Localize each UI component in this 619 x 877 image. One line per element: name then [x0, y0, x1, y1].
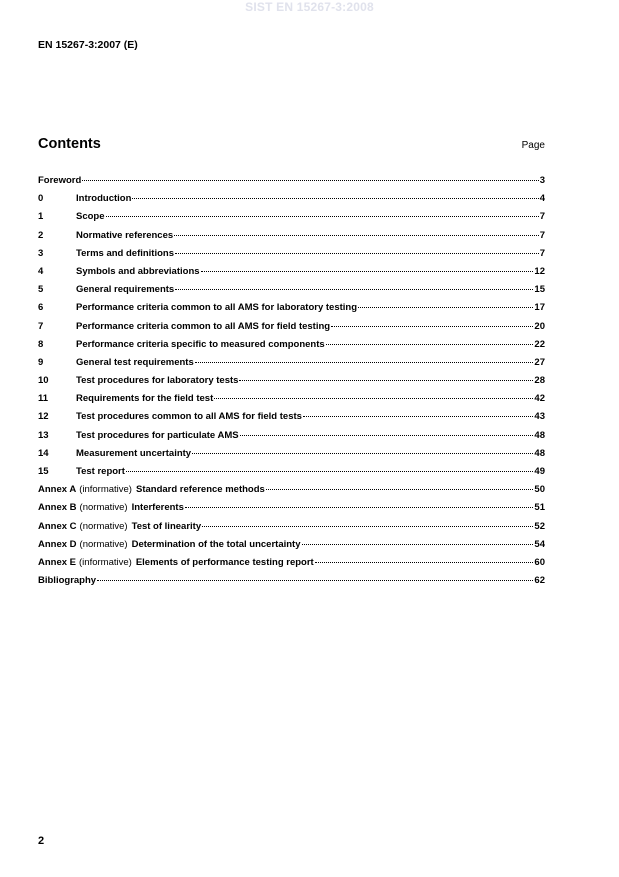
toc-entry-foreword[interactable]: [38, 175, 545, 193]
toc-entry[interactable]: [38, 466, 545, 484]
annex-label: Annex C: [38, 520, 77, 532]
annex-label: Annex E: [38, 556, 77, 568]
watermark: SIST EN 15267-3:2008: [245, 0, 374, 14]
toc-entry-title: Test procedures for particulate AMS: [76, 429, 239, 441]
page-number: 2: [38, 835, 45, 847]
contents-title: Contents: [38, 136, 101, 152]
toc-entry-title: Terms and definitions: [76, 247, 175, 259]
document-id: EN 15267-3:2007 (E): [38, 39, 138, 51]
toc-entry-page: 50: [534, 484, 545, 496]
annex-type: (normative): [79, 520, 128, 532]
leader-dots: [315, 562, 534, 563]
toc-entry-title: Scope: [76, 211, 105, 223]
toc-annex-entry[interactable]: [38, 521, 545, 539]
leader-dots: [214, 398, 533, 399]
leader-dots: [358, 307, 533, 308]
toc-entry[interactable]: [38, 248, 545, 266]
toc-annex-entry[interactable]: [38, 539, 545, 557]
annex-label: Annex B: [38, 502, 77, 514]
annex-title: Standard reference methods: [135, 484, 265, 496]
annex-label: Annex A: [38, 484, 77, 496]
toc-entry-number: 0: [38, 193, 44, 205]
toc-entry-page: 15: [534, 284, 545, 296]
toc-entry-page: 48: [534, 447, 545, 459]
toc-entry-page: 3: [539, 175, 545, 186]
toc-entry-number: 9: [38, 356, 44, 368]
table-of-contents: [38, 175, 545, 593]
toc-entry-number: 2: [38, 229, 44, 241]
toc-entry-title: Measurement uncertainty: [76, 447, 192, 459]
leader-dots: [202, 526, 533, 527]
toc-entry-number: 13: [38, 429, 49, 441]
annex-title: Interferents: [131, 502, 184, 514]
toc-annex-entry[interactable]: [38, 484, 545, 502]
leader-dots: [192, 453, 533, 454]
annex-title: Determination of the total uncertainty: [131, 538, 301, 550]
toc-entry-page: 7: [539, 229, 545, 241]
toc-entry-number: 5: [38, 284, 44, 296]
toc-entry-bibliography[interactable]: [38, 575, 545, 593]
toc-entry-title: Symbols and abbreviations: [76, 265, 200, 277]
toc-entry[interactable]: [38, 302, 545, 320]
annex-type: (informative): [79, 484, 132, 496]
leader-dots: [240, 435, 534, 436]
toc-entry-number: 14: [38, 447, 49, 459]
toc-entry-title: Performance criteria specific to measured components: [76, 338, 325, 350]
toc-entry[interactable]: [38, 211, 545, 229]
toc-entry-number: 1: [38, 211, 44, 223]
toc-entry-number: 3: [38, 247, 44, 259]
toc-entry-title: Test procedures for laboratory tests: [76, 375, 239, 387]
leader-dots: [97, 580, 533, 581]
toc-entry-page: 7: [539, 211, 545, 223]
toc-entry-page: 4: [539, 193, 545, 205]
toc-entry[interactable]: [38, 357, 545, 375]
toc-entry-page: 51: [534, 502, 545, 514]
toc-entry-number: 4: [38, 265, 44, 277]
toc-entry[interactable]: [38, 375, 545, 393]
toc-entry[interactable]: [38, 230, 545, 248]
toc-entry[interactable]: [38, 339, 545, 357]
leader-dots: [174, 235, 539, 236]
leader-dots: [266, 489, 534, 490]
leader-dots: [185, 507, 534, 508]
toc-entry-page: 20: [534, 320, 545, 332]
toc-entry-page: 62: [534, 575, 545, 587]
toc-entry-title: Introduction: [76, 193, 132, 205]
leader-dots: [175, 253, 539, 254]
toc-entry-number: 15: [38, 466, 49, 477]
toc-entry-page: 12: [534, 265, 545, 277]
annex-type: (normative): [79, 502, 128, 514]
toc-entry-page: 52: [534, 520, 545, 532]
leader-dots: [82, 180, 538, 181]
leader-dots: [239, 380, 533, 381]
toc-entry[interactable]: [38, 448, 545, 466]
annex-type: (informative): [79, 556, 132, 568]
toc-entry-number: 6: [38, 302, 44, 314]
leader-dots: [126, 471, 534, 472]
toc-entry-title: Bibliography: [38, 575, 97, 587]
toc-entry-page: 54: [534, 538, 545, 550]
toc-entry[interactable]: [38, 193, 545, 211]
toc-entry-number: 12: [38, 411, 49, 423]
toc-entry-title: Normative references: [76, 229, 174, 241]
toc-entry-page: 43: [534, 411, 545, 423]
toc-entry-page: 60: [534, 556, 545, 568]
toc-entry-number: 8: [38, 338, 44, 350]
toc-entry-title: Performance criteria common to all AMS for laboratory testing: [76, 302, 358, 314]
toc-entry[interactable]: [38, 284, 545, 302]
toc-entry-title: General test requirements: [76, 356, 194, 368]
toc-entry[interactable]: [38, 266, 545, 284]
toc-entry[interactable]: [38, 430, 545, 448]
leader-dots: [201, 271, 534, 272]
toc-entry-title: Test report: [76, 466, 125, 477]
annex-label: Annex D: [38, 538, 77, 550]
toc-entry-number: 10: [38, 375, 49, 387]
page-column-label: Page: [521, 140, 545, 151]
leader-dots: [106, 216, 539, 217]
toc-entry-page: 28: [534, 375, 545, 387]
toc-entry-title: Foreword: [38, 175, 82, 186]
toc-entry-title: Test procedures common to all AMS for field tests: [76, 411, 302, 423]
toc-entry-page: 17: [534, 302, 545, 314]
leader-dots: [331, 326, 533, 327]
leader-dots: [302, 544, 534, 545]
annex-title: Test of linearity: [131, 520, 202, 532]
toc-entry-page: 22: [534, 338, 545, 350]
leader-dots: [195, 362, 534, 363]
toc-entry-page: 27: [534, 356, 545, 368]
annex-title: Elements of performance testing report: [135, 556, 314, 568]
toc-entry-number: 7: [38, 320, 44, 332]
toc-entry-page: 49: [534, 466, 545, 477]
leader-dots: [326, 344, 534, 345]
leader-dots: [303, 416, 533, 417]
toc-annex-entry[interactable]: [38, 557, 545, 575]
toc-entry[interactable]: [38, 393, 545, 411]
toc-entry-title: General requirements: [76, 284, 175, 296]
leader-dots: [175, 289, 533, 290]
toc-entry-page: 7: [539, 247, 545, 259]
toc-annex-entry[interactable]: [38, 502, 545, 520]
toc-entry-title: Requirements for the field test: [76, 393, 214, 405]
toc-entry-page: 42: [534, 393, 545, 405]
toc-entry[interactable]: [38, 411, 545, 429]
toc-entry[interactable]: [38, 321, 545, 339]
leader-dots: [132, 198, 538, 199]
toc-entry-number: 11: [38, 393, 49, 405]
toc-entry-title: Performance criteria common to all AMS for field testing: [76, 320, 331, 332]
annex-type: (normative): [79, 538, 128, 550]
toc-entry-page: 48: [534, 429, 545, 441]
